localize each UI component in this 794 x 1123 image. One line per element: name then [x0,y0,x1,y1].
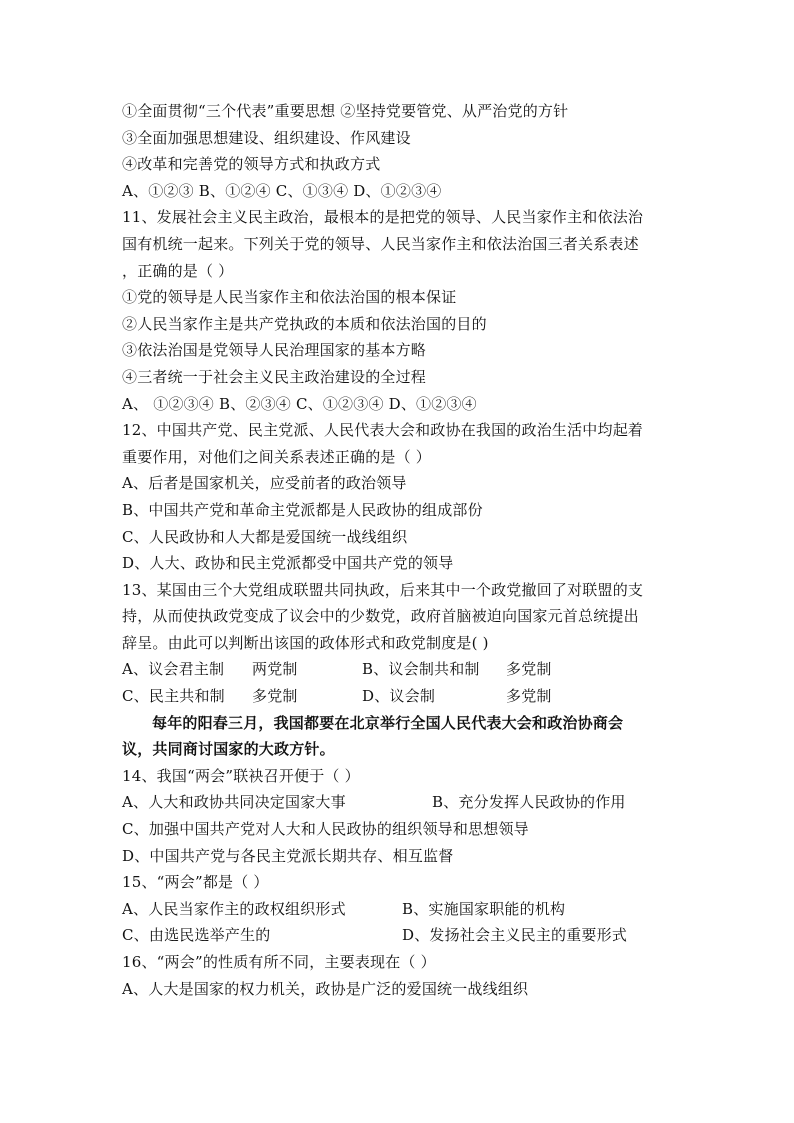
option-c: C、人民政协和人大都是爱国统一战线组织 [122,527,408,546]
q13-options-row [122,656,682,683]
option-c: C、由选民选举产生的 [122,926,271,945]
question-16: 16、“两会”的性质有所不同，主要表现在（ ） [122,953,436,971]
question-12: 12、中国共产党、民主党派、人民代表大会和政协在我国的政治生活中均起着 [122,421,644,440]
question-14: 14、我国“两会”联袂召开便于（ ） [122,766,360,785]
answer-options: A、①②③ B、①②④ C、①③④ D、①②③④ [122,181,442,200]
option-label: D、议会制 [362,687,436,706]
option-b: B、实施国家职能的机构 [402,899,566,918]
option-value: 多党制 [506,660,552,679]
question-text-block [122,98,682,1002]
statement-2: ②人民当家作主是共产党执政的本质和依法治国的目的 [122,314,487,333]
text-line: 持，从而使执政党变成了议会中的少数党，政府首脑被迫向国家元首总统提出 [122,607,639,626]
option-c: C、加强中国共产党对人大和人民政协的组织领导和思想领导 [122,820,529,839]
option-d: D、中国共产党与各民主党派长期共存、相互监督 [122,846,454,865]
q15-options-row [122,896,682,923]
option-a: A、后者是国家机关，应受前者的政治领导 [122,474,407,493]
statement-3: ③依法治国是党领导人民治理国家的基本方略 [122,341,427,360]
option-label: C、民主共和制 [122,687,225,706]
question-13: 13、某国由三个大党组成联盟共同执政，后来其中一个政党撤回了对联盟的支 [122,580,644,599]
text-line: ，正确的是（ ） [122,261,234,280]
option-b: B、充分发挥人民政协的作用 [432,793,626,812]
text-line: 国有机统一起来。下列关于党的领导、人民当家作主和依法治国三者关系表述 [122,234,639,253]
text-line: 辞呈。由此可以判断出该国的政体形式和政党制度是( ) [122,633,489,652]
answer-options: A、 ①②③④ B、②③④ C、①②③④ D、①②③④ [122,394,477,413]
statement-4: ④三者统一于社会主义民主政治建设的全过程 [122,367,427,386]
option-d: D、发扬社会主义民主的重要形式 [402,926,628,945]
option-value: 多党制 [252,687,298,706]
passage: 每年的阳春三月，我国都要在北京举行全国人民代表大会和政治协商会 [152,713,624,732]
passage: 议，共同商讨国家的大政方针。 [122,740,335,759]
option-a: A、人民当家作主的政权组织形式 [122,899,346,918]
option-label: B、议会制共和制 [362,660,480,679]
option-value: 多党制 [506,687,552,706]
text-line: 重要作用，对他们之间关系表述正确的是（ ） [122,447,431,466]
text-line: ④改革和完善党的领导方式和执政方式 [122,155,381,174]
option-d: D、人大、政协和民主党派都受中国共产党的领导 [122,554,454,573]
option-value: 两党制 [252,660,298,679]
option-label: A、议会君主制 [122,660,225,679]
q14-options-row [122,789,682,816]
q15-options-row [122,922,682,949]
option-a: A、人大是国家的权力机关，政协是广泛的爱国统一战线组织 [122,979,529,998]
question-11: 11、发展社会主义民主政治，最根本的是把党的领导、人民当家作主和依法治 [122,208,644,227]
text-line: ①全面贯彻“三个代表”重要思想 ②坚持党要管党、从严治党的方针 [122,102,569,120]
text-line: ③全面加强思想建设、组织建设、作风建设 [122,128,411,147]
option-b: B、中国共产党和革命主党派都是人民政协的组成部份 [122,500,483,519]
option-a: A、人大和政协共同决定国家大事 [122,793,346,812]
q13-options-row [122,683,682,710]
question-15: 15、“两会”都是（ ） [122,873,269,892]
statement-1: ①党的领导是人民当家作主和依法治国的根本保证 [122,288,457,307]
